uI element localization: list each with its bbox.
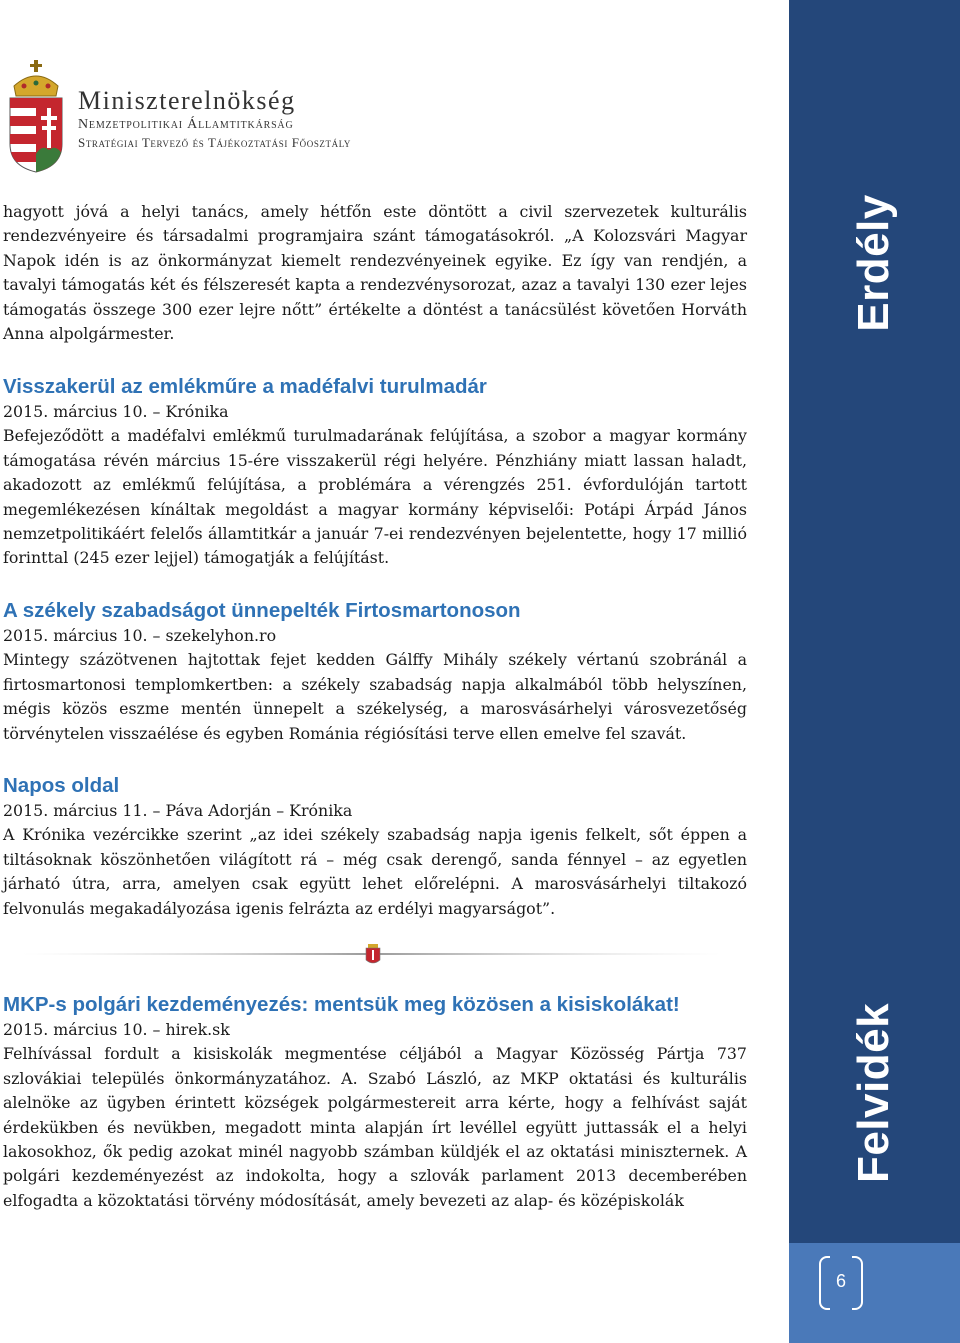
article-title[interactable]: Napos oldal [3,774,120,797]
article-title[interactable]: A székely szabadságot ünnepelték Firtosmartonoson [3,599,521,622]
section-divider [22,936,722,972]
article-body: Felhívással fordult a kisiskolák megmentése céljából a Magyar Közösség Pártja 737 szlovákiai település önkormányzatához. A. Szabó László, az MKP oktatási és kulturális alelnöke az ügyben érintett községek polgármestereit arra kérte, hogy a felhívást saját érdekükben és nevükben, megadott minta alapján írt levéllel együtt juttassák el a helyi lakosokhoz, ők pedig azokat minél nagyobb számban küldjék el az oktatási miniszternek. A polgári kezdeményezést az indokolta, hogy a szlovák parlament 2013 decemberében elfogadta a közoktatási törvény módosítását, amely bevezeti az alap- és középiskolák [3,1044,747,1210]
org-subtitle-2: Stratégiai Tervező és Tájékoztatási Főosztály [78,135,352,150]
page-number-box [819,1256,863,1308]
article-body: Befejeződött a madéfalvi emlékmű turulmadarának felújítása, a szobor a magyar kormány támogatása révén március 15-ére visszakerül régi helyére. Pénzhiány miatt lassan haladt, akadozott az emlékmű felújítása, a problémára a vérengzés 251. évfordulóján tartott megemlékezésen kínáltak megoldást a magyar kormány képviselői: Potápi Árpád János nemzetpolitikáért felelős államtitkár a január 7-ei rendezvényen bejelentette, hogy 17 millió forinttal (245 ezer lejjel) támogatják a felújítást. [3,426,747,568]
article-firtosmartonos [3,598,747,746]
article-meta: 2015. március 10. – szekelyhon.ro [3,626,277,645]
hungarian-coat-of-arms-icon [6,56,66,176]
org-header [78,88,351,151]
article-meta: 2015. március 10. – Krónika [3,402,229,421]
org-subtitle: Nemzetpolitikai Államtitkárság [78,117,294,132]
article-mkp [3,992,747,1213]
article-title[interactable]: MKP-s polgári kezdeményezés: mentsük meg közösen a kisiskolákat! [3,993,680,1016]
article-meta: 2015. március 11. – Páva Adorján – Krónika [3,801,353,820]
article-body: Mintegy százötvenen hajtottak fejet kedden Gálffy Mihály székely vértanú szobránál a firtosmartonosi templomkertben: a székely szabadság napja alkalmából több helyszínen, mégis közös eszme mentén ünnepelt a székelység, a marosvásárhelyi városvezetőség törvénytelen visszaélése és egyben Románia régiósítási terve ellen emelve fel szavát. [3,650,747,743]
article-title[interactable]: Visszakerül az emlékműre a madéfalvi turulmadár [3,375,487,398]
article-madefalva [3,374,747,571]
sidebar-page-area [789,1243,960,1343]
intro-paragraph: hagyott jóvá a helyi tanács, amely hétfőn este döntött a civil szervezetek kulturális rendezvényeire és társadalmi programjaira szánt támogatásokról. „A Kolozsvári Magyar Napok idén is az önkormányzat kiemelt rendezvényeinek egyike. Ez így van rendjén, a tavalyi támogatás két és félszeresét kapta a rendezvénysorozat, azaz a tavalyi 130 ezer lejes támogatás összege 300 ezer lejre nőtt” értékelte a döntést a tanácsülést követően Horváth Anna alpolgármester. [3,202,747,344]
section-label-felvidek: Felvidék [849,1002,898,1184]
article-meta: 2015. március 10. – hirek.sk [3,1020,230,1039]
crest-divider-icon [366,944,380,963]
article-napos-oldal [3,773,747,921]
page-number: 6 [835,1271,846,1291]
intro-block [3,200,747,346]
article-body: A Krónika vezércikke szerint „az idei székely szabadság napja igenis felkelt, sőt éppen a tiltásoknak köszönhetően világított rá – még csak derengő, sanda fénnyel – az egyetlen járható útra, arra, amelyen csak együtt lehet előrelépni. A marosvásárhelyi tiltakozó felvonulás megakadályozása igenis felrázta az erdélyi magyarságot”. [3,825,747,918]
org-title: Miniszterelnökség [78,86,296,115]
section-label-erdely: Erdély [849,194,898,332]
